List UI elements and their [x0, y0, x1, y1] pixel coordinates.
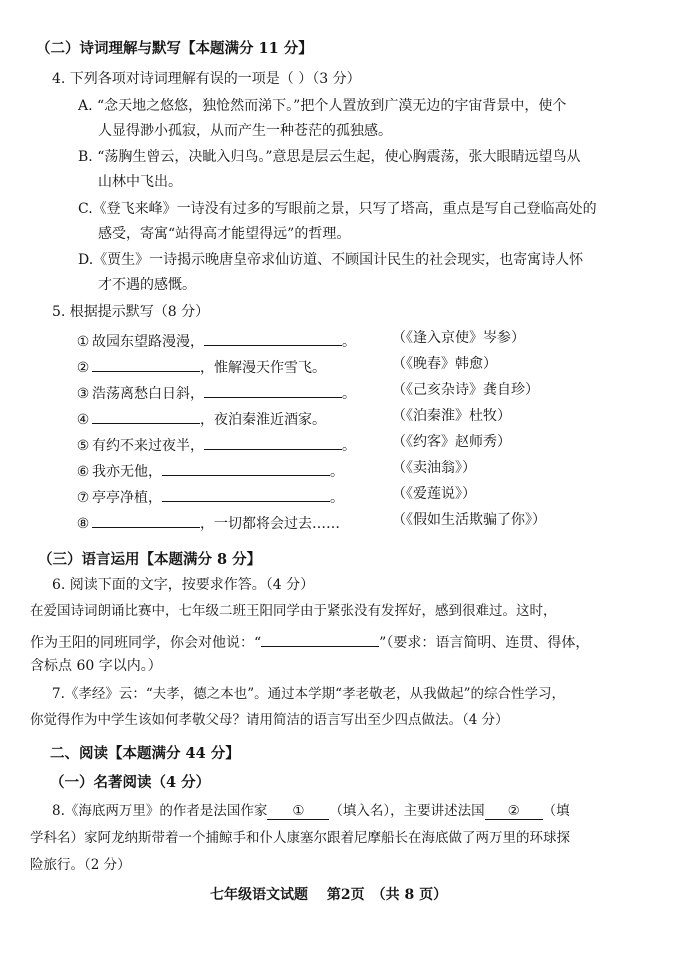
answer-blank[interactable] — [204, 383, 342, 398]
row-suffix: 。 — [330, 490, 344, 506]
dictation-row — [74, 513, 664, 531]
option-a-line-2: 人显得渺小孤寂，从而产生一种苍茫的孤独感。 — [98, 123, 392, 139]
row-prefix: 亭亭净植， — [92, 490, 162, 506]
q8-text-b: （填入名），主要讲述法国 — [329, 803, 485, 819]
option-a-line-1: A. “念天地之悠悠，独怆然而涕下。”把个人置放到广漠无边的宇宙背景中，使个 — [78, 98, 567, 114]
row-number: ⑥ — [76, 464, 90, 480]
row-source: （《泊秦淮》杜牧） — [392, 408, 511, 424]
option-d-line-2: 才不遇的感慨。 — [98, 277, 196, 293]
row-number: ④ — [76, 412, 90, 428]
row-source: （《晚春》韩愈） — [392, 356, 497, 372]
row-number: ③ — [76, 386, 90, 402]
row-suffix: 。 — [342, 334, 356, 350]
row-source: （《约客》赵师秀） — [392, 434, 511, 450]
answer-blank[interactable]: ① — [267, 805, 329, 820]
row-suffix: 。 — [342, 438, 356, 454]
answer-blank[interactable] — [162, 487, 330, 502]
question-7-line-2: 你觉得作为中学生该如何孝敬父母？请用简洁的语言写出至少四点做法。（4 分） — [30, 712, 509, 728]
page-footer: 七年级语文试题 第2页 （共 8 页） — [210, 887, 448, 903]
question-8-line-3: 险旅行。（2 分） — [30, 857, 131, 873]
row-source: （《假如生活欺骗了你》） — [392, 512, 546, 528]
dictation-row — [74, 357, 664, 375]
row-number: ⑦ — [76, 490, 90, 506]
passage-suffix: ”（要求：语言简明、连贯、得体， — [379, 635, 590, 651]
row-source: （《爱莲说》） — [392, 486, 476, 502]
option-c-line-2: 感受，寄寓“站得高才能望得远”的哲理。 — [98, 226, 351, 242]
question-5-stem: 5. 根据提示默写（8 分） — [52, 304, 210, 320]
row-number: ① — [76, 334, 90, 350]
option-c-line-1: C.《登飞来峰》一诗没有过多的写眼前之景，只写了塔高，重点是写自己登临高处的 — [78, 201, 597, 217]
answer-blank[interactable] — [92, 513, 200, 528]
answer-blank[interactable] — [92, 357, 200, 372]
row-suffix: 。 — [342, 386, 356, 402]
question-6-passage-line-1: 在爱国诗词朗诵比赛中，七年级二班王阳同学由于紧张没有发挥好，感到很难过。这时， — [30, 603, 557, 619]
row-prefix: 故园东望路漫漫， — [92, 334, 204, 350]
row-suffix: 。 — [330, 464, 344, 480]
answer-blank[interactable] — [162, 461, 330, 476]
row-source: （《卖油翁》） — [392, 460, 476, 476]
answer-blank[interactable] — [204, 331, 342, 346]
row-suffix: ，夜泊秦淮近酒家。 — [200, 412, 326, 428]
question-8-line-1 — [52, 805, 570, 820]
answer-blank[interactable] — [204, 435, 342, 450]
answer-blank[interactable]: ② — [485, 805, 543, 820]
row-prefix: 有约不来过夜半， — [92, 438, 204, 454]
row-suffix: ，惟解漫天作雪飞。 — [200, 360, 326, 376]
question-8-line-2: 学科名）家阿龙纳斯带着一个捕鲸手和仆人康塞尔跟着尼摩船长在海底做了两万里的环球探 — [30, 830, 570, 846]
row-number: ② — [76, 360, 90, 376]
q8-text-a: 8.《海底两万里》的作者是法国作家 — [52, 803, 268, 819]
dictation-row — [74, 461, 664, 479]
dictation-row — [74, 383, 664, 401]
q8-text-c: （填 — [542, 803, 570, 819]
row-prefix: 我亦无他， — [92, 464, 162, 480]
row-number: ⑧ — [76, 516, 90, 532]
subsection-heading: （一）名著阅读（4 分） — [50, 774, 211, 791]
dictation-row — [74, 435, 664, 453]
question-6-passage-line-3: 含标点 60 字以内。） — [30, 658, 162, 674]
row-source: （《己亥杂诗》龚自珍） — [392, 382, 539, 398]
option-b-line-1: B. “荡胸生曾云，决眦入归鸟。”意思是层云生起，使心胸震荡，张大眼睛远望鸟从 — [78, 149, 581, 165]
passage-prefix: 作为王阳的同班同学，你会对他说：“ — [30, 635, 262, 651]
section-heading: （二）诗词理解与默写【本题满分 11 分】 — [36, 40, 313, 57]
part-heading: 二、阅读【本题满分 44 分】 — [50, 745, 240, 762]
row-number: ⑤ — [76, 438, 90, 454]
section-heading: （三）语言运用【本题满分 8 分】 — [38, 551, 262, 568]
question-6-passage-line-2 — [30, 632, 589, 650]
question-6-stem: 6. 阅读下面的文字，按要求作答。（4 分） — [52, 577, 315, 593]
row-source: （《逢入京使》岑参） — [392, 330, 525, 346]
dictation-row — [74, 487, 664, 505]
answer-blank[interactable] — [92, 409, 200, 424]
dictation-row — [74, 409, 664, 427]
question-7-line-1: 7.《孝经》云：“夫孝，德之本也”。通过本学期“孝老敬老，从我做起”的综合性学习， — [52, 686, 565, 702]
answer-blank[interactable] — [261, 632, 379, 647]
dictation-row — [74, 331, 664, 349]
option-b-line-2: 山林中飞出。 — [98, 174, 182, 190]
question-4-stem: 4. 下列各项对诗词理解有误的一项是（ ）（3 分） — [52, 71, 361, 87]
row-suffix: ，一切都将会过去…… — [200, 516, 340, 532]
option-d-line-1: D.《贾生》一诗揭示晚唐皇帝求仙访道、不顾国计民生的社会现实，也寄寓诗人怀 — [78, 252, 584, 268]
row-prefix: 浩荡离愁白日斜， — [92, 386, 204, 402]
